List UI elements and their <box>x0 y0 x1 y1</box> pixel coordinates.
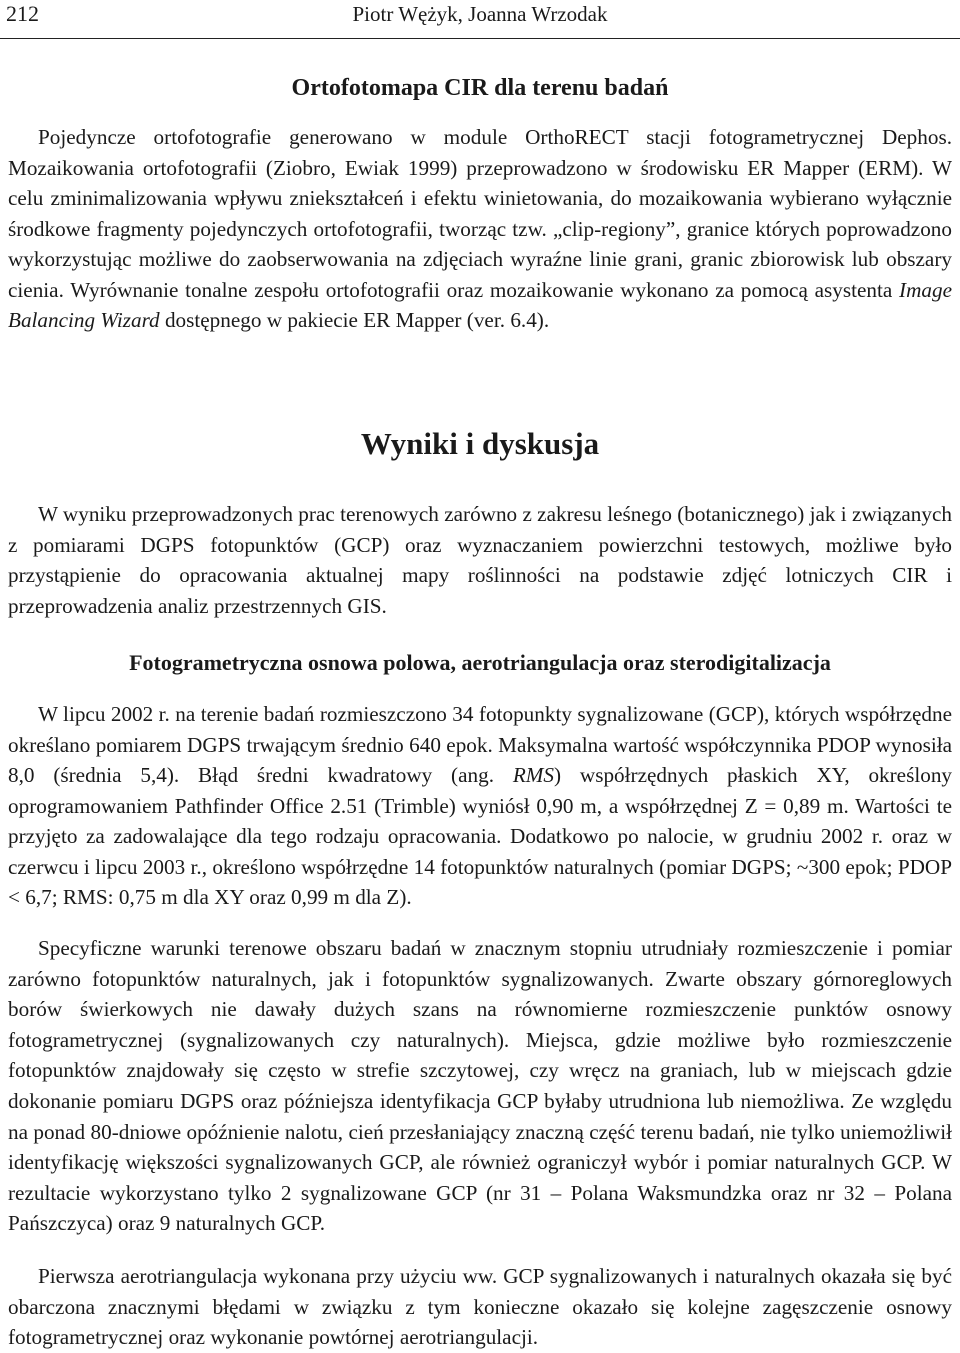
paragraph-text: ) współrzędnych płaskich XY, określony oprogramowaniem Pathfinder Office 2.51 (Trimble) wyniósł 0,90 m, a współrzędnej Z = 0,89 m. Wartości te przyjęto za zadowalające dla tego rodzaju opracowania. Dodatkowo po nalocie, w grudniu 2002 r. oraz w czerwcu i lipcu 2003 r., określono współrzędne 14 fotopunktów naturalnych (pomiar DGPS; ~300 epok; PDOP < 6,7; RMS: 0,75 m dla XY oraz 0,99 m dla Z). <box>8 763 953 909</box>
subsection-heading-photogrammetry: Fotogrametryczna osnowa polowa, aerotriangulacja oraz sterodigitalizacja <box>129 650 831 675</box>
paragraph-aerotriangulation: Pierwsza aerotriangulacja wykonana przy użyciu ww. GCP sygnalizowanych i naturalnych okazała się być obarczona znacznymi błędami w związku z tym konieczne okazało się kolejne zagęszczenie osnowy fotogrametrycznej oraz wykonanie powtórnej aerotriangulacji. <box>8 1264 952 1350</box>
italic-rms-term: RMS <box>512 763 555 787</box>
paragraph-gcp-measurement <box>8 699 952 913</box>
paragraph-results-intro: W wyniku przeprowadzonych prac terenowych zarówno z zakresu leśnego (botanicznego) jak i związanych z pomiarami DGPS fotopunktów (GCP) oraz wyznaczaniem powierzchni testowych, możliwe było przystąpienie do opracowania aktualnej mapy roślinności na podstawie zdjęć lotniczych CIR i przeprowadzenia analiz przestrzennych GIS. <box>8 502 952 618</box>
section-heading-ortofotomapa: Ortofotomapa CIR dla terenu badań <box>291 75 669 101</box>
running-header <box>0 0 960 39</box>
paragraph-text: dostępnego w pakiecie ER Mapper (ver. 6.4). <box>159 308 550 332</box>
italic-software-name: Image Balancing Wizard <box>8 277 952 332</box>
paragraph-text: W lipcu 2002 r. na terenie badań rozmieszczono 34 fotopunkty sygnalizowane (GCP), których współrzędne określano pomiarem DGPS trwającym średnio 640 epok. Maksymalna wartość współczynnika PDOP wynosiła 8,0 (średnia 5,4). Błąd średni kwadratowy (ang. <box>8 702 952 787</box>
running-head-authors: Piotr Wężyk, Joanna Wrzodak <box>352 2 608 26</box>
section-heading-results: Wyniki i dyskusja <box>360 426 600 461</box>
page-number: 212 <box>6 1 39 26</box>
paragraph-mosaicking <box>8 122 952 336</box>
paragraph-terrain-conditions: Specyficzne warunki terenowe obszaru badań w znacznym stopniu utrudniały rozmieszczenie i pomiar zarówno fotopunktów naturalnych, jak i fotopunktów sygnalizowanych. Zwarte obszary górnoreglowych borów świerkowych nie dawały dużych szans na równomierne rozmieszczenie punktów osnowy fotogrametrycznej (sygnalizowanych czy naturalnych). Miejsca, gdzie możliwe było rozmieszczenie fotopunktów znajdowały się często w strefie szczytowej, czy wręcz na graniach, lub w miejscach gdzie dokonanie pomiaru DGPS oraz późniejsza identyfikacja GCP byłaby utrudniona lub niemożliwa. Ze względu na ponad 80-dniowe opóźnienie nalotu, cień przesłaniający znaczną część terenu badań, nie tylko uniemożliwił identyfikację większości sygnalizowanych GCP, ale również ograniczył wybór i pomiar naturalnych GCP. W rezultacie wykorzystano tylko 2 sygnalizowane GCP (nr 31 – Polana Waksmundzka oraz nr 32 – Polana Pańszczyca) oraz 9 naturalnych GCP. <box>8 936 952 1236</box>
paragraph-text: Pojedyncze ortofotografie generowano w module OrthoRECT stacji fotogrametrycznej Dephos. Mozaikowania ortofotografii (Ziobro, Ewiak 1999) przeprowadzono w środowisku ER Mapper (ERM). W celu zminimalizowania wpływu zniekształceń i efektu winietowania, do mozaikowania wybierano wyłącznie środkowe fragmenty pojedynczych ortofotografii, tworząc tzw. „clip-regiony”, granice których poprowadzono wykorzystując możliwe do zaobserwowania na zdjęciach wyraźne linie grani, granic zbiorowisk lub obszary cienia. Wyrównanie tonalne zespołu ortofotografii oraz mozaikowanie wykonano za pomocą asystenta <box>8 125 952 302</box>
